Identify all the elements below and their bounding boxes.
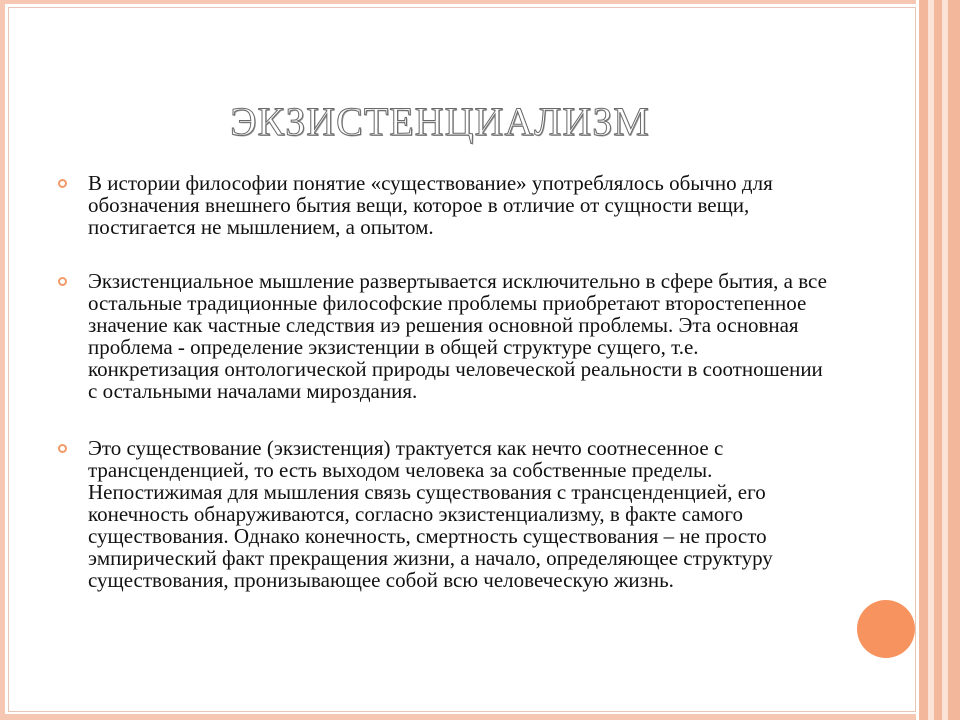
bullet-item: [58, 437, 828, 591]
bullet-text: Экзистенциальное мышление развертывается исключительно в сфере бытия, а все остальные традиционные философские проблемы приобретают второстепенное значение как частные следствия иэ решения основной проблемы. Эта основная проблема - определение экзистенции в общей структуре сущего, т.е. конкретизация онтологической природы человеческой реальности в соотношении с остальными началами мироздания.: [88, 269, 827, 403]
frame-left: [0, 0, 5, 720]
ring-bullet-icon: [58, 277, 67, 286]
slide-content: [58, 172, 828, 591]
ring-bullet-icon: [58, 444, 67, 453]
bullet-text: Это существование (экзистенция) трактуется как нечто соотнесенное с трансценденцией, то есть выходом человека за собственные пределы. Непостижимая для мышления связь существования с трансценденцией, его конечность обнаруживаются, согласно экзистенциализму, в факте самого существования. Однако конечность, смертность существования – не просто эмпирический факт прекращения жизни, а начало, определяющее структуру существования, пронизывающее собой всю человеческую жизнь.: [88, 436, 773, 592]
bullet-item: [58, 270, 828, 402]
decorative-stripes: [916, 0, 960, 720]
orange-circle-icon: [857, 600, 915, 658]
frame-bottom: [0, 714, 960, 720]
bullet-item: [58, 172, 828, 238]
frame-top: [0, 0, 960, 4]
slide-title: ЭКЗИСТЕНЦИАЛИЗМ: [230, 99, 650, 144]
ring-bullet-icon: [58, 179, 67, 188]
bullet-text: В истории философии понятие «существование» употреблялось обычно для обозначения внешнего бытия вещи, которое в отличие от сущности вещи, постигается не мышлением, а опытом.: [88, 171, 773, 239]
